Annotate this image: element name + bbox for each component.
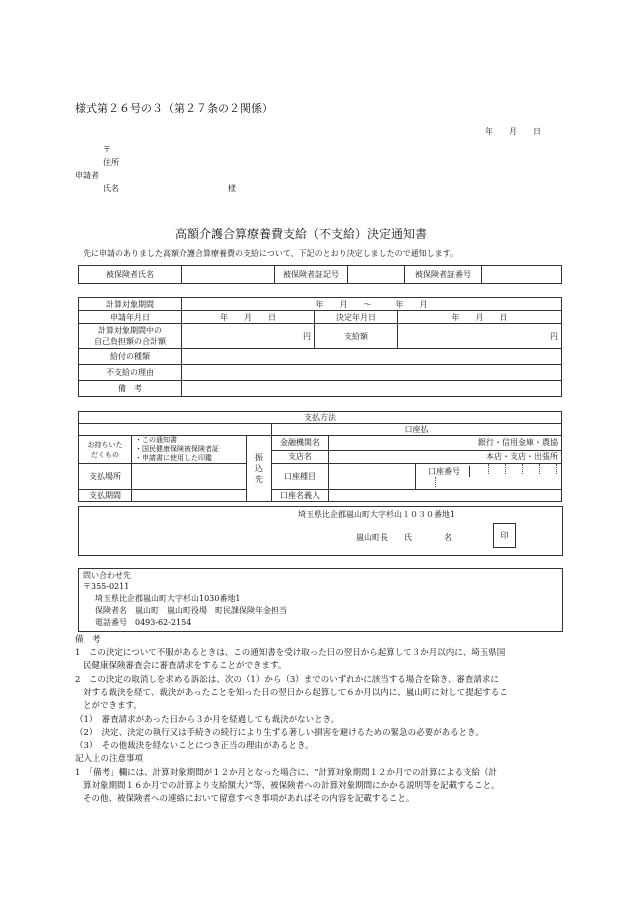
calculation-table — [78, 297, 562, 397]
bring-items-label: お持ちいた だくもの — [79, 436, 132, 464]
postal-mark: 〒 — [103, 145, 111, 154]
benefit-type-field — [182, 349, 562, 365]
amount-label: 支給額 — [315, 324, 398, 349]
seal-label: 印 — [500, 531, 509, 540]
note-2c: とができます。 — [83, 701, 142, 711]
note-p2: （2） 決定、決定の執行又は手続きの続行により生ずる著しい損害を避けるための緊急の必要があるとき。 — [75, 728, 484, 738]
insured-name-field — [182, 266, 275, 284]
seal-box — [493, 523, 516, 548]
issuer-mayor: 嵐山町長 氏 名 — [356, 533, 452, 542]
contact-person: 保険者名 嵐山町 嵐山町役場 町民課保険年金担当 — [95, 606, 287, 615]
account-holder-label: 口座名義人 — [272, 490, 329, 502]
bring-items-list: ・この通知書 ・国民健康保険被保険者証 ・申請書に使用した印鑑 — [132, 436, 247, 464]
payment-method-label: 支払方法 — [79, 412, 562, 424]
decision-date-value: 年 月 日 — [398, 311, 562, 324]
remarks-label: 備 考 — [79, 381, 182, 397]
insured-name-label: 被保険者氏名 — [79, 266, 182, 284]
form-number: 様式第２６号の３（第２７条の２関係） — [75, 102, 273, 115]
entry-1b: 算対象期間１６か月での計算より支給額大）”等、被保険者への計算対象期間にかかる説明等を記載すること。 — [83, 781, 500, 791]
benefit-type-label: 給付の種類 — [79, 349, 182, 365]
contact-title: 問い合わせ先 — [83, 571, 131, 580]
cert-symbol-label: 被保険者証記号 — [275, 266, 348, 284]
apply-date-label: 申請年月日 — [79, 311, 182, 324]
address-label: 住所 — [103, 158, 119, 167]
cert-number-label: 被保険者証番号 — [405, 266, 482, 284]
entry-1a: 1 「備考」欄には、計算対象期間が１２か月となった場合に、“計算対象期間１２か月での計算による支給（計 — [75, 768, 498, 778]
note-1b: 民健康保険審査会に審査請求をすることができます。 — [83, 661, 287, 671]
note-p3: （3） その他裁決を経ないことにつき正当の理由があるとき。 — [75, 741, 314, 751]
self-pay-label: 計算対象期間中の 自己負担額の合計額 — [79, 324, 182, 349]
branch-label: 支店名 — [272, 450, 329, 463]
contact-phone: 電話番号 0493-62-2154 — [95, 618, 192, 627]
contact-address: 埼玉県比企郡嵐山町大字杉山1030番地1 — [95, 594, 241, 603]
account-type-label: 口座種目 — [272, 464, 329, 490]
notes-heading: 備 考 — [75, 635, 101, 645]
issue-date: 年 月 日 — [485, 127, 541, 136]
remarks-field — [182, 381, 562, 397]
bank-name-label: 金融機関名 — [272, 436, 329, 451]
note-p1: （1） 審査請求があった日から３か月を経過しても裁決がないとき。 — [75, 715, 340, 725]
payment-blank — [79, 424, 272, 436]
period-value: 年 月 ～ 年 月 — [182, 298, 562, 311]
bank-types: 銀行・信用金庫・農協 — [329, 436, 562, 451]
cert-symbol-field — [348, 266, 405, 284]
pay-period-label: 支払期間 — [79, 490, 132, 502]
contact-postal: 〒355-0211 — [83, 582, 130, 591]
name-label: 氏名 — [103, 184, 119, 193]
period-label: 計算対象期間 — [79, 298, 182, 311]
applicant-label: 申請者 — [75, 171, 99, 180]
payment-table — [78, 411, 562, 502]
self-pay-yen: 円 — [182, 324, 315, 349]
note-2a: 2 この決定の取消しを求める訴訟は、次の（1）から（3）までのいずれかに該当する場合を除き、審査請求に — [75, 675, 499, 685]
entry-heading: 記入上の注意事項 — [75, 754, 144, 764]
branch-types: 本店・支店・出張所 — [329, 450, 562, 463]
decision-date-label: 決定年月日 — [315, 311, 398, 324]
note-1a: 1 この決定について不服があるときは、この通知書を受け取った日の翌日から起算して３か月以内に、埼玉県国 — [75, 648, 506, 658]
furikomi-label: 振 込 先 — [247, 436, 272, 502]
page-title: 高額介護合算療養費支給（不支給）決定通知書 — [175, 227, 428, 241]
account-number-cell — [416, 464, 562, 490]
pay-place-field — [132, 464, 247, 490]
intro-text: 先に申請のありました高額介護合算療養費の支給について、下記のとおり決定しましたので通知します。 — [83, 249, 459, 258]
apply-date-value: 年 月 日 — [182, 311, 315, 324]
honorific: 様 — [228, 184, 236, 193]
note-2b: 対する裁決を経て、裁決があったことを知った日の翌日から起算して６か月以内に、嵐山町に対して提起するこ — [83, 688, 508, 698]
insured-table — [78, 265, 562, 284]
pay-period-field — [132, 490, 247, 502]
amount-yen: 円 — [398, 324, 562, 349]
account-type-field — [329, 464, 416, 490]
bank-transfer-label: 口座払 — [272, 424, 562, 436]
issuer-address: 埼玉県比企郡嵐山町大字杉山１０３０番地1 — [298, 510, 456, 519]
non-pay-reason-label: 不支給の理由 — [79, 365, 182, 381]
cert-number-field — [482, 266, 562, 284]
account-holder-field — [329, 490, 562, 502]
account-number-label: 口座番号 — [419, 466, 470, 477]
non-pay-reason-field — [182, 365, 562, 381]
pay-place-label: 支払場所 — [79, 464, 132, 490]
entry-1c: その他、被保険者への連絡において留意すべき事項があればその内容を記載すること。 — [83, 794, 415, 804]
